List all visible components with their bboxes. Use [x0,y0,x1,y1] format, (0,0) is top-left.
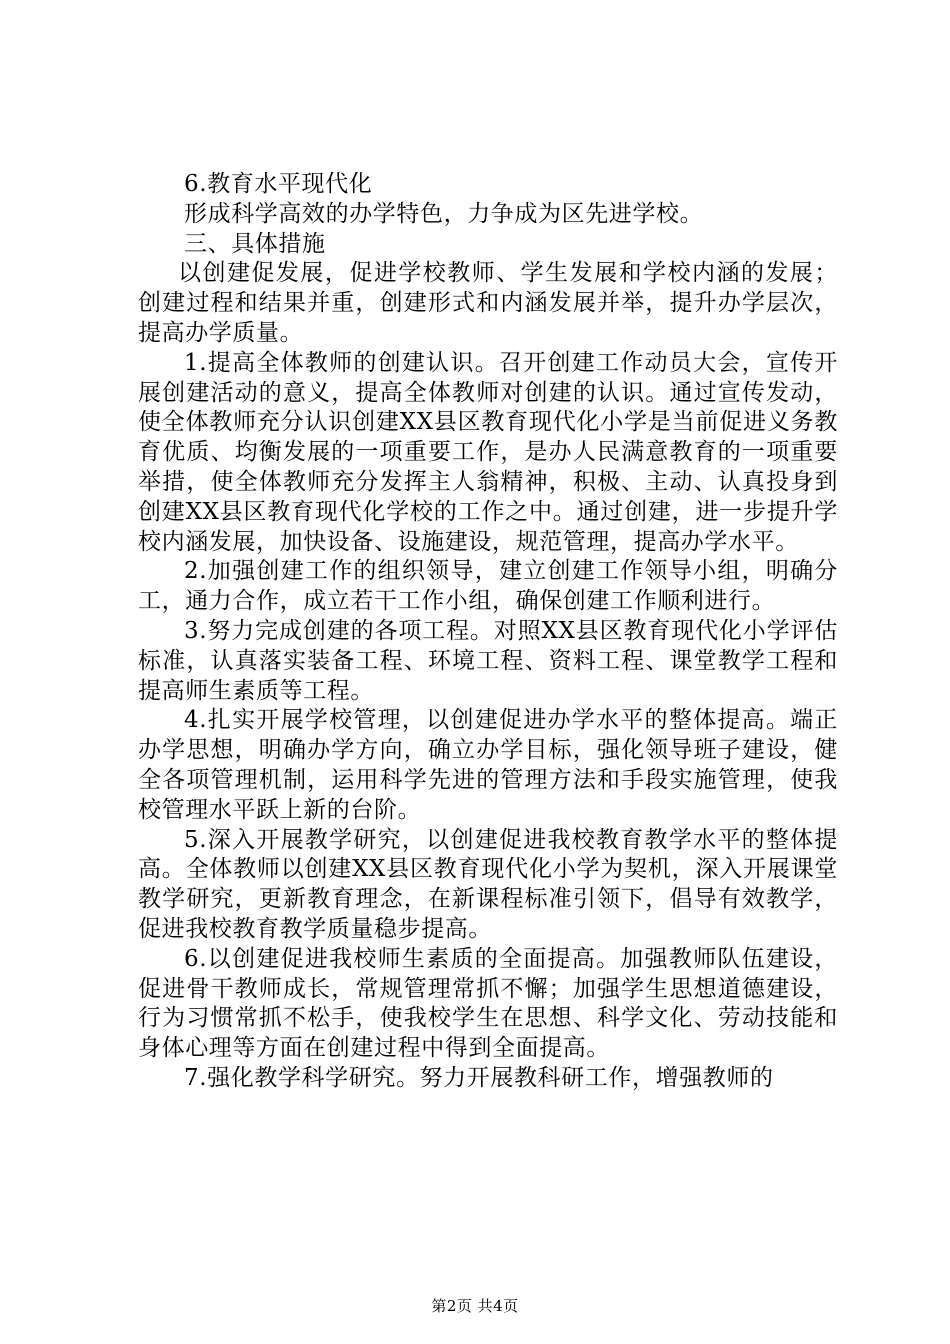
section-subheading: 6.教育水平现代化 [184,171,373,197]
body-paragraph: 以创建促发展，促进学校教师、学生发展和学校内涵的发展；创建过程和结果并重，创建形式和内涵发展并举，提升办学层次，提高办学质量。 [138,260,838,346]
list-item-paragraph: 3.努力完成创建的各项工程。对照XX县区教育现代化小学评估标准，认真落实装备工程、环境工程、资料工程、课堂教学工程和提高师生素质等工程。 [138,617,838,704]
list-item-paragraph: 2.加强创建工作的组织领导，建立创建工作领导小组，明确分工，通力合作，成立若干工作小组，确保创建工作顺利进行。 [138,558,838,615]
section-heading: 三、具体措施 [184,230,326,257]
document-body [138,170,838,1094]
body-paragraph: 形成科学高效的办学特色，力争成为区先进学校。 [184,200,704,227]
list-item-paragraph: 5.深入开展教学研究，以创建促进我校教育教学水平的整体提高。全体教师以创建XX县区教育现代化小学为契机，深入开展课堂教学研究，更新教育理念，在新课程标准引领下，倡导有效教学，促进我校教育教学质量稳步提高。 [138,826,838,942]
list-item-paragraph: 7.强化教学科学研究。努力开展教科研工作，增强教师的 [184,1064,774,1091]
list-item-paragraph: 6.以创建促进我校师生素质的全面提高。加强教师队伍建设，促进骨干教师成长，常规管理常抓不懈；加强学生思想道德建设，行为习惯常抓不松手，使我校学生在思想、科学文化、劳动技能和身体心理等方面在创建过程中得到全面提高。 [138,945,838,1062]
page-number-footer: 第2页 共4页 [431,1297,519,1315]
list-item-paragraph: 1.提高全体教师的创建认识。召开创建工作动员大会，宣传开展创建活动的意义，提高全体教师对创建的认识。通过宣传发动，使全体教师充分认识创建XX县区教育现代化小学是当前促进义务教育优质、均衡发展的一项重要工作，是办人民满意教育的一项重要举措，使全体教师充分发挥主人翁精神，积极、主动、认真投身到创建XX县区教育现代化学校的工作之中。通过创建，进一步提升学校内涵发展，加快设备、设施建设，规范管理，提高办学水平。 [138,349,838,555]
list-item-paragraph: 4.扎实开展学校管理，以创建促进办学水平的整体提高。端正办学思想，明确办学方向，确立办学目标，强化领导班子建设，健全各项管理机制，运用科学先进的管理方法和手段实施管理，使我校管理水平跃上新的台阶。 [138,707,838,823]
